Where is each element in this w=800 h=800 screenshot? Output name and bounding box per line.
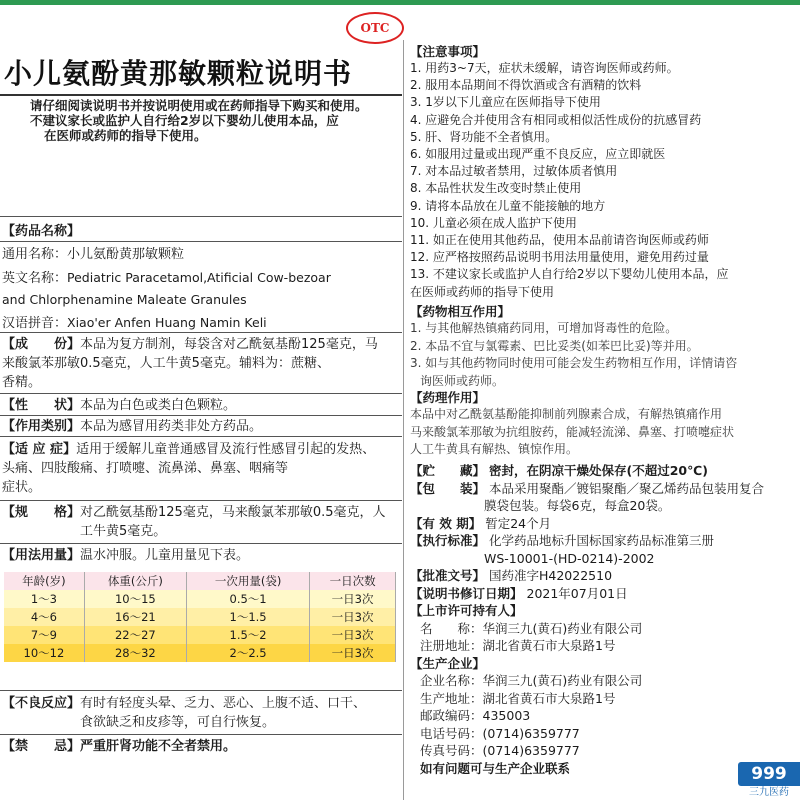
list-item: 2. 服用本品期间不得饮酒或含有酒精的饮料: [410, 78, 642, 93]
fax-row: 传真号码：(0714)6359777: [420, 743, 580, 758]
text-line: 本品中对乙酰氨基酚能抑制前列腺素合成，有解热镇痛作用: [410, 407, 723, 421]
package-row: 【包 装】 本品采用聚酯／镀铝聚酯／聚乙烯药品包装用复合: [410, 480, 765, 496]
brand-subtitle: 三九医药: [738, 786, 800, 800]
dosage-table-header: [4, 572, 396, 590]
otc-badge: OTC: [346, 12, 404, 44]
standard-row: 【执行标准】 化学药品地标升国标国家药品标准第三册: [410, 533, 715, 548]
manufacturer-header: 【生产企业】: [410, 655, 486, 671]
list-item: 10. 儿童必须在成人监护下使用: [410, 215, 577, 230]
storage-row: 【贮 藏】 密封，在阴凉干燥处保存(不超过20℃): [410, 463, 708, 478]
package-row-2: 膜袋包装。每袋6克，每盒20袋。: [484, 498, 671, 513]
table-cell: 1～3: [4, 590, 84, 608]
validity-row: 【有 效 期】 暂定24个月: [410, 515, 552, 531]
interactions-header: 【药物相互作用】: [410, 304, 511, 319]
table-cell: 2～2.5: [186, 644, 309, 662]
manufacturer-name-row: 企业名称：华润三九(黄石)药业有限公司: [420, 673, 643, 688]
section-divider: [0, 393, 402, 394]
table-cell: 一日3次: [310, 590, 396, 608]
contraindications-section: 【禁 忌】严重肝肾功能不全者禁用。: [2, 739, 237, 754]
table-cell: 4～6: [4, 608, 84, 626]
section-divider: [0, 543, 402, 544]
list-item: 13. 不建议家长或监护人自行给2岁以下婴幼儿使用本品，应: [410, 267, 729, 282]
generic-name-row: 通用名称：小儿氨酚黄那敏颗粒: [2, 247, 185, 262]
ingredients-section: 【成 份】本品为复方制剂，每袋含对乙酰氨基酚125毫克，马 来酸氯苯那敏0.5毫克，人工牛黄5毫克。辅料为：蔗糖、 香精。: [2, 337, 378, 390]
title-underline: [0, 94, 402, 96]
standard-row-2: WS-10001-(HD-0214)-2002: [484, 550, 655, 566]
revision-row: 【说明书修订日期】 2021年07月01日: [410, 585, 628, 601]
table-cell: 16～21: [84, 608, 186, 626]
zip-row: 邮政编码：435003: [420, 708, 531, 723]
table-cell: 一日3次: [310, 608, 396, 626]
list-item: 1. 与其他解热镇痛药同用，可增加肾毒性的危险。: [410, 321, 678, 335]
holder-address-row: 注册地址：湖北省黄石市大泉路1号: [420, 638, 616, 653]
section-divider: [0, 500, 402, 501]
spec-section: 【规 格】对乙酰氨基酚125毫克，马来酸氯苯那敏0.5毫克，人 工牛黄5毫克。: [2, 505, 386, 539]
phone-row: 电话号码：(0714)6359777: [420, 725, 580, 741]
table-header-cell: 一日次数: [310, 572, 396, 590]
table-row: [4, 608, 396, 626]
interactions-list: [410, 320, 798, 390]
section-divider: [0, 241, 402, 242]
table-cell: 28～32: [84, 644, 186, 662]
list-item: 8. 本品性状发生改变时禁止使用: [410, 181, 582, 196]
table-cell: 1～1.5: [186, 608, 309, 626]
product-info: [410, 462, 798, 777]
table-cell: 一日3次: [310, 626, 396, 644]
drug-name-header: 【药品名称】: [2, 224, 81, 239]
pharmacology-text: [410, 406, 798, 459]
table-cell: 0.5～1: [186, 590, 309, 608]
indications-section: 【适 应 症】适用于缓解儿童普通感冒及流行性感冒引起的发热、 头痛、四肢酸痛、打喷嚏、流鼻涕、鼻塞、咽痛等 症状。: [2, 442, 376, 495]
list-item: 6. 如服用过量或出现严重不良反应，应立即就医: [410, 147, 666, 162]
pharmacology-header: 【药理作用】: [410, 390, 486, 405]
interactions-section: [410, 304, 798, 390]
section-divider: [0, 690, 402, 691]
warning-line: 在医师或药师的指导下使用。: [44, 128, 207, 143]
section-divider: [0, 734, 402, 735]
holder-name-row: 名 称：华润三九(黄石)药业有限公司: [420, 620, 643, 636]
list-item: 2. 本品不宜与氯霉素、巴比妥类(如苯巴比妥)等并用。: [410, 338, 699, 353]
usage-section: 【用法用量】温水冲服。儿童用量见下表。: [2, 548, 250, 563]
pinyin-row: 汉语拼音：Xiao'er Anfen Huang Namin Keli: [2, 315, 267, 331]
table-header-cell: 一次用量(袋): [186, 572, 309, 590]
list-item: 在医师或药师的指导下使用: [410, 284, 555, 299]
approval-row: 【批准文号】 国药准字H42022510: [410, 568, 613, 583]
section-divider: [0, 332, 402, 333]
table-row: [4, 626, 396, 644]
english-name-row-2: and Chlorphenamine Maleate Granules: [2, 292, 247, 307]
table-cell: 一日3次: [310, 644, 396, 662]
precautions-section: [410, 44, 798, 301]
page-title: 小儿氨酚黄那敏颗粒说明书: [4, 57, 353, 90]
list-item: 询医师或药师。: [420, 373, 505, 388]
table-cell: 7～9: [4, 626, 84, 644]
table-header-cell: 体重(公斤): [84, 572, 186, 590]
list-item: 3. 1岁以下儿童应在医师指导下使用: [410, 95, 601, 110]
section-divider: [0, 216, 402, 217]
holder-header: 【上市许可持有人】: [410, 603, 523, 618]
dosage-table: [4, 572, 396, 662]
list-item: 3. 如与其他药物同时使用可能会发生药物相互作用，详情请咨: [410, 356, 738, 370]
table-row: [4, 644, 396, 662]
table-cell: 22～27: [84, 626, 186, 644]
list-item: 5. 肝、肾功能不全者慎用。: [410, 129, 558, 144]
list-item: 4. 应避免合并使用含有相同或相似活性成份的抗感冒药: [410, 112, 702, 127]
text-line: 马来酸氯苯那敏为抗组胺药，能减轻流涕、鼻塞、打喷嚏症状: [410, 424, 735, 439]
section-divider: [0, 436, 402, 437]
text-line: 人工牛黄具有解热、镇惊作用。: [410, 442, 579, 456]
table-cell: 10～12: [4, 644, 84, 662]
table-row: [4, 590, 396, 608]
usage-warning: [30, 98, 390, 143]
table-header-cell: 年龄(岁): [4, 572, 84, 590]
warning-line: 不建议家长或监护人自行给2岁以下婴幼儿使用本品，应: [30, 113, 339, 128]
precautions-header: 【注意事项】: [410, 44, 486, 59]
top-accent-line: [0, 0, 800, 5]
table-cell: 10～15: [84, 590, 186, 608]
category-section: 【作用类别】本品为感冒用药类非处方药品。: [2, 419, 263, 434]
english-name-row: 英文名称：Pediatric Paracetamol,Atificial Cow-bezoar: [2, 270, 331, 286]
table-cell: 1.5～2: [186, 626, 309, 644]
manufacturer-address-row: 生产地址：湖北省黄石市大泉路1号: [420, 690, 616, 706]
list-item: 12. 应严格按照药品说明书用法用量使用，避免用药过量: [410, 250, 709, 265]
list-item: 11. 如正在使用其他药品，使用本品前请咨询医师或药师: [410, 233, 709, 248]
column-divider: [403, 40, 404, 800]
precautions-list: [410, 60, 798, 301]
list-item: 1. 用药3~7天，症状未缓解，请咨询医师或药师。: [410, 61, 679, 75]
adverse-reactions-section: 【不良反应】有时有轻度头晕、乏力、恶心、上腹不适、口干、 食欲缺乏和皮疹等，可自行恢复。: [2, 696, 367, 730]
appearance-section: 【性 状】本品为白色或类白色颗粒。: [2, 398, 237, 413]
warning-line: 请仔细阅读说明书并按说明使用或在药师指导下购买和使用。: [30, 98, 368, 113]
section-divider: [0, 415, 402, 416]
footer-note: 如有问题可与生产企业联系: [420, 760, 571, 776]
brand-logo: 999: [738, 762, 800, 786]
pharmacology-section: [410, 390, 798, 459]
list-item: 9. 请将本品放在儿童不能接触的地方: [410, 198, 606, 213]
list-item: 7. 对本品过敏者禁用，过敏体质者慎用: [410, 164, 618, 179]
